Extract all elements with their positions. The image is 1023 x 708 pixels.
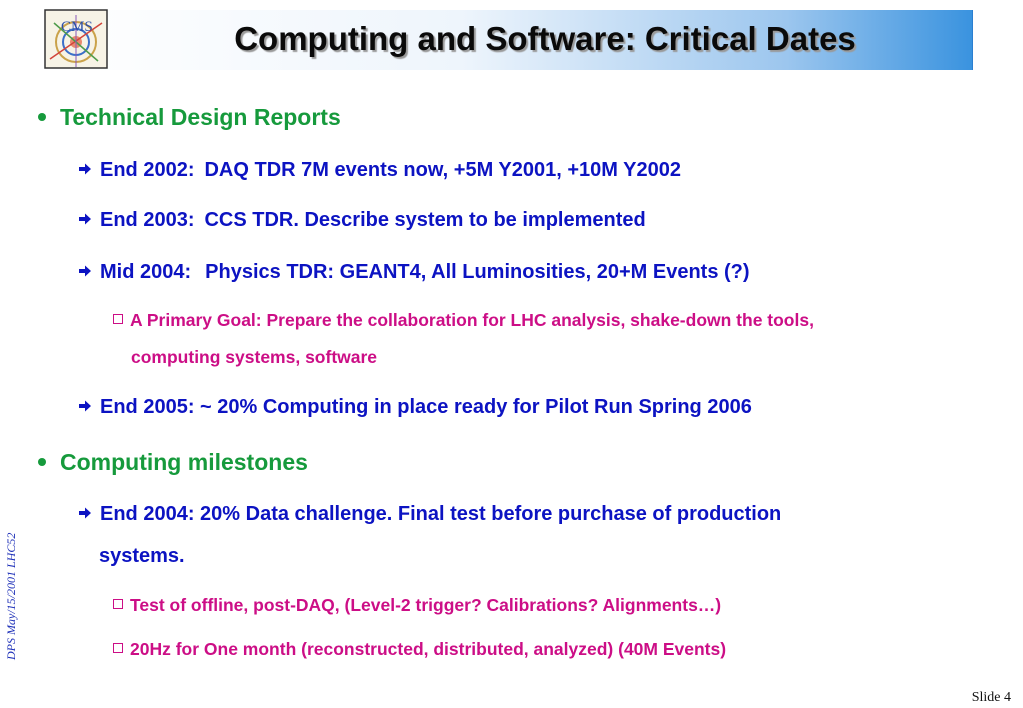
item-text: End 2004: 20% Data challenge. Final test before purchase of production — [100, 503, 782, 525]
sub-list-item — [113, 639, 726, 660]
item-text: Physics TDR: GEANT4, All Luminosities, 20+M Events (?) — [205, 261, 750, 283]
sub-list-item-continuation: computing systems, software — [131, 347, 378, 367]
heading-technical-design-reports — [38, 104, 341, 131]
item-date: End 2002: — [100, 159, 195, 181]
footer-author-date: DPS May/15/2001 LHC52 — [4, 532, 18, 660]
sub-list-item — [113, 310, 814, 331]
list-item — [78, 209, 646, 232]
list-item — [78, 159, 681, 182]
item-date: End 2003: — [100, 209, 195, 231]
sub-item-text: Test of offline, post-DAQ, (Level-2 trigger? Calibrations? Alignments…) — [130, 595, 722, 615]
heading-computing-milestones — [38, 449, 308, 476]
arrow-right-icon — [78, 162, 92, 176]
svg-text:CMS: CMS — [61, 19, 93, 35]
slide-number: Slide 4 — [971, 690, 1011, 705]
arrow-right-icon — [78, 212, 92, 226]
slide-title: Computing and Software: Critical Dates — [234, 20, 856, 57]
bullet-dot-icon — [38, 458, 46, 466]
list-item — [78, 261, 750, 284]
square-bullet-icon — [113, 599, 123, 609]
item-text: DAQ TDR 7M events now, +5M Y2001, +10M Y2002 — [204, 159, 681, 181]
arrow-right-icon — [78, 506, 92, 520]
sub-item-text: A Primary Goal: Prepare the collaboration for LHC analysis, shake-down the tools, — [130, 310, 814, 330]
bullet-dot-icon — [38, 113, 46, 121]
sub-item-text: 20Hz for One month (reconstructed, distributed, analyzed) (40M Events) — [130, 639, 727, 659]
list-item — [78, 503, 781, 526]
sub-list-item — [113, 595, 721, 616]
item-text: End 2005: ~ 20% Computing in place ready for Pilot Run Spring 2006 — [100, 396, 752, 418]
list-item-continuation: systems. — [99, 545, 185, 567]
square-bullet-icon — [113, 643, 123, 653]
heading-text: Computing milestones — [60, 449, 308, 475]
cms-logo — [44, 9, 108, 69]
arrow-right-icon — [78, 399, 92, 413]
heading-text: Technical Design Reports — [60, 104, 341, 130]
square-bullet-icon — [113, 314, 123, 324]
arrow-right-icon — [78, 264, 92, 278]
item-date: Mid 2004: — [100, 261, 192, 283]
item-text: CCS TDR. Describe system to be implemented — [204, 209, 646, 231]
list-item — [78, 396, 752, 419]
